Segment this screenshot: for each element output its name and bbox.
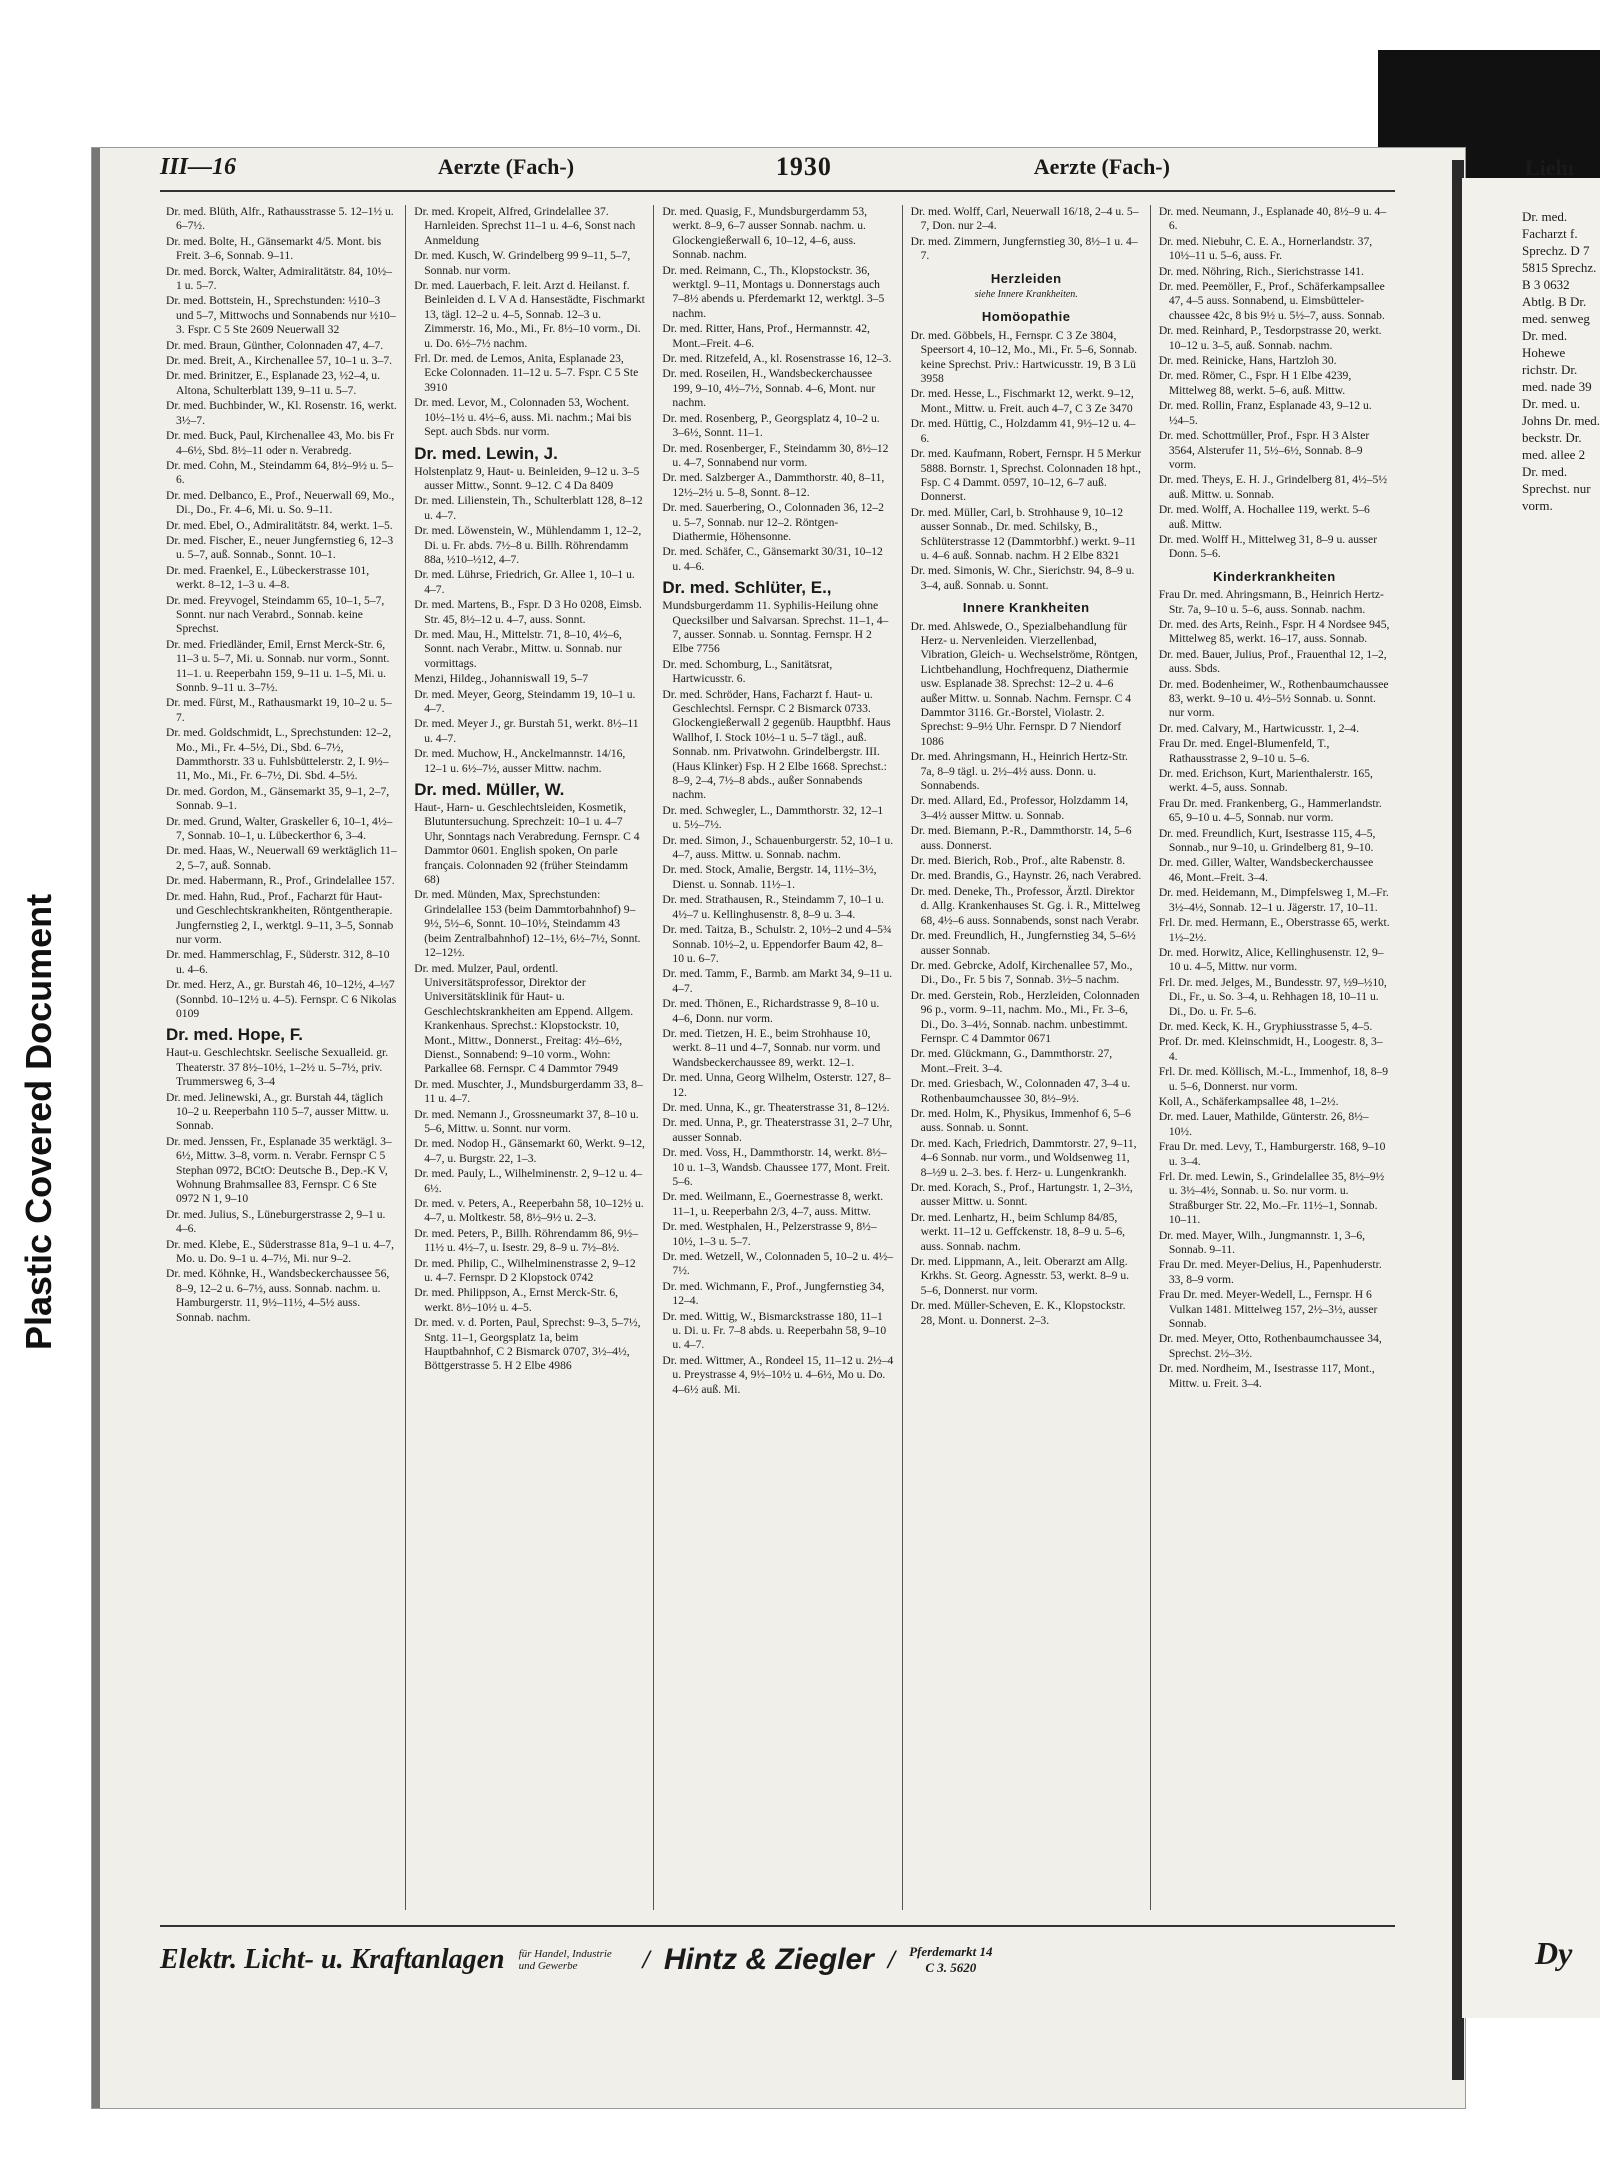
page-number: III—16 xyxy=(160,153,237,180)
directory-entry: Dr. med. Salzberger A., Dammthorstr. 40, 8–11, 12½–2½ u. 5–8, Sonnt. 8–12. xyxy=(662,471,885,499)
directory-entry: Dr. med. Mau, H., Mittelstr. 71, 8–10, 4½–6, Sonnt. nach Verabr., Mittw. u. Sonnab. nur vormittags. xyxy=(414,627,622,670)
directory-entry: Dr. med. Löwenstein, W., Mühlendamm 1, 12–2, Di. u. Fr. abds. 7½–8 u. Billh. Röhrendamm 88a, ½10–½12, 4–7. xyxy=(414,524,642,566)
directory-entry: Dr. med. Blüth, Alfr., Rathausstrasse 5. 12–1½ u. 6–7½. xyxy=(166,205,394,233)
next-page-heading: Liehı xyxy=(1525,155,1574,180)
directory-entry: Dr. med. Borck, Walter, Admiralitätstr. 84, 10½–1 u. 5–7. xyxy=(166,264,393,293)
directory-entry: Dr. med. Simon, J., Schauenburgerstr. 52, 10–1 u. 4–7, auss. Mittw. u. Sonnab. nachm. xyxy=(662,833,894,862)
header-rule xyxy=(160,190,1395,192)
directory-entry: Dr. med. Ritter, Hans, Prof., Hermannstr. 42, Mont.–Freit. 4–6. xyxy=(662,322,870,350)
directory-entry: Dr. med. Breit, A., Kirchenallee 57, 10–1 u. 3–7. xyxy=(166,354,393,368)
directory-entry: Dr. med. Reinhard, P., Tesdorpstrasse 20, werkt. 10–12 u. 3–5, auß. Sonnab. nachm. xyxy=(1158,324,1382,352)
directory-entry: Dr. med. Lührse, Friedrich, Gr. Allee 1, 10–1 u. 4–7. xyxy=(414,568,635,596)
directory-entry: Dr. med. Brinitzer, E., Esplanade 23, ½2–4, u. Altona, Schulterblatt 139, 9–11 u. 5–7. xyxy=(166,369,380,397)
directory-entry: Dr. med. v. Peters, A., Reeperbahn 58, 10–12½ u. 4–7, u. Moltkestr. 58, 8½–9½ u. 2–3. xyxy=(414,1197,644,1225)
directory-entry: Dr. med. Kropeit, Alfred, Grindelallee 37. Harnleiden. Sprechst 11–1 u. 4–6, Sonst nach Anmeldung xyxy=(414,205,636,247)
directory-entry: Dr. med. Lenhartz, H., beim Schlump 84/85, werkt. 11–12 u. Geffckenstr. 18, 8–9 u. 5–6, auss. Sonnab. nachm. xyxy=(910,1210,1126,1253)
directory-entry: Dr. med. Unna, Georg Wilhelm, Osterstr. 127, 8–12. xyxy=(662,1071,891,1099)
directory-entry: Dr. med. Habermann, R., Prof., Grindelallee 157. xyxy=(166,874,395,888)
directory-entry: Dr. med. Buchbinder, W., Kl. Rosenstr. 16, werkt. 3½–7. xyxy=(166,399,397,427)
directory-entry: Dr. med. Müller-Scheven, E. K., Klopstockstr. 28, Mont. u. Donnerst. 2–3. xyxy=(910,1299,1126,1327)
directory-entry: Dr. med. Wetzell, W., Colonnaden 5, 10–2 u. 4½–7½. xyxy=(662,1250,894,1278)
ad-separator: / xyxy=(642,1945,650,1974)
directory-entry: Dr. med. Wittmer, A., Rondeel 15, 11–12 u. 2½–4 u. Preystrasse 4, 9½–10½ u. 4–6½, Mo u. Do. 4–6½ auß. Mi. xyxy=(662,1353,894,1396)
directory-entry: Dr. med. Philip, C., Wilhelminenstrasse 2, 9–12 u. 4–7. Fernspr. D 2 Klopstock 0742 xyxy=(414,1256,636,1285)
directory-entry: Dr. med. Lippmann, A., leit. Oberarzt am Allg. Krkhs. St. Georg. Agnesstr. 53, werkt. 8–9 u. 5–6, Donnerst. nur vorm. xyxy=(910,1255,1130,1297)
directory-entry: Dr. med. Meyer, Otto, Rothenbaumchaussee 34, Sprechst. 2½–3½. xyxy=(1158,1332,1382,1360)
directory-entry: Dr. med. Hesse, L., Fischmarkt 12, werkt. 9–12, Mont., Mittw. u. Freit. auch 4–7, C 3 Ze 3470 xyxy=(910,387,1134,415)
ad-separator-2: / xyxy=(887,1945,896,1974)
directory-entry: Dr. med. Keck, K. H., Gryphiusstrasse 5, 4–5. xyxy=(1158,1019,1373,1033)
directory-entry: Mundsburgerdamm 11. Syphilis-Heilung ohne Quecksilber und Salvarsan. Sprechst. 11–1, 4–7, ausser. Sonnab. u. Sonntag. Fernspr. H 2 Elbe 7756 xyxy=(662,599,889,656)
directory-entry: Dr. med. Fürst, M., Rathausmarkt 19, 10–2 u. 5–7. xyxy=(166,696,392,724)
directory-entry: Dr. med. Weilmann, E., Goernestrasse 8, werkt. 11–1, u. Reeperbahn 2/3, 4–7, auss. Mittw. xyxy=(662,1190,884,1218)
directory-entry: Holstenplatz 9, Haut- u. Beinleiden, 9–12 u. 3–5 ausser Mittw., Sonnt. 9–12. C 4 Da 8409 xyxy=(414,464,640,492)
directory-entry: Dr. med. Bodenheimer, W., Rothenbaumchaussee 83, werkt. 9–10 u. 4½–5½ Sonnab. u. Sonnt. nur vorm. xyxy=(1158,677,1389,720)
directory-entry: Dr. med. Römer, C., Fspr. H 1 Elbe 4239, Mittelweg 88, werkt. 5–6, auß. Mittw. xyxy=(1158,369,1352,397)
directory-entry: Dr. med. Kaufmann, Robert, Fernspr. H 5 Merkur 5888. Bornstr. 1, Sprechst. Colonnaden 18 hpt., Fsp. C 4 Dammt. 0597, 10–12, 6–7 auß. Donnerst. xyxy=(910,447,1142,504)
directory-entry: Dr. med. Zimmern, Jungfernstieg 30, 8½–1 u. 4–7. xyxy=(910,234,1138,263)
directory-entry: Dr. med. Philippson, A., Ernst Merck-Str. 6, werkt. 8½–10½ u. 4–5. xyxy=(414,1286,619,1314)
directory-entry: Dr. med. Nöhring, Rich., Sierichstrasse 141. xyxy=(1158,264,1364,278)
directory-entry: Prof. Dr. med. Kleinschmidt, H., Loogestr. 8, 3–4. xyxy=(1158,1035,1383,1063)
year: 1930 xyxy=(775,152,832,181)
directory-entry: Dr. med. Peters, P., Billh. Röhrendamm 86, 9½–11½ u. 4½–7, u. Isestr. 29, 8–9 u. 7½–8½. xyxy=(414,1226,639,1255)
directory-entry: Dr. med. Freundlich, H., Jungfernstieg 34, 5–6½ ausser Sonnab. xyxy=(910,929,1136,957)
directory-entry: Dr. med. Freundlich, Kurt, Isestrasse 115, 4–5, Sonnab., nur 9–10, u. Grindelberg 81, 9–10. xyxy=(1158,826,1376,855)
directory-entry: Dr. med. Allard, Ed., Professor, Holzdamm 14, 3–4½ ausser Mittw. u. Sonnab. xyxy=(910,794,1129,822)
directory-entry: Dr. med. Herz, A., gr. Burstah 46, 10–12½, 4–½7 (Sonnbd. 10–12½ u. 4–5). Fernspr. C 6 Nikolas 0109 xyxy=(166,978,397,1020)
directory-entry: Dr. med. Jelinewski, A., gr. Burstah 44, täglich 10–2 u. Reeperbahn 110 5–7, ausser Mittw. u. Sonnab. xyxy=(166,1090,389,1133)
directory-entry: Dr. med. Münden, Max, Sprechstunden: Grindelallee 153 (beim Dammtorbahnhof) 9–9½, 5½–6, Sonnt. 10–10½, Steindamm 43 (beim Zentralbahnhof) 12–1½, 6½–7½, Sonnt. 12–12½. xyxy=(414,888,641,960)
directory-entry: Dr. med. des Arts, Reinh., Fspr. H 4 Nordsee 945, Mittelweg 85, werkt. 16–17, auss. Sonnab. xyxy=(1158,617,1390,646)
directory-entry: Dr. med. Martens, B., Fspr. D 3 Ho 0208, Eimsb. Str. 45, 8½–12 u. 4–7, auss. Sonnt. xyxy=(414,598,642,626)
directory-entry: Dr. med. Klebe, E., Süderstrasse 81a, 9–1 u. 4–7, Mo. u. Do. 9–1 u. 4–7½, Mi. nur 9–2. xyxy=(166,1237,394,1266)
directory-entry: Dr. med. Pauly, L., Wilhelminenstr. 2, 9–12 u. 4–6½. xyxy=(414,1167,643,1195)
directory-entry: Dr. med. Freyvogel, Steindamm 65, 10–1, 5–7, Sonnt. nur nach Verabrd., Sonnab. keine Sprechst. xyxy=(166,593,385,636)
directory-entry: Dr. med. Müller, Carl, b. Strohhause 9, 10–12 ausser Sonnab., Dr. med. Schilsky, B., Schlüterstrasse 12 (Dammtorbhf.) werkt. 9–11 u. 4–6 auß. Sonnab. nachm. H 2 Elbe 8321 xyxy=(910,505,1136,562)
directory-entry: Dr. med. Ahringsmann, H., Heinrich Hertz-Str. 7a, 8–9 tägl. u. 2½–4½ auss. Donn. u. Sonnabends. xyxy=(910,750,1128,793)
directory-entry: Dr. med. Tietzen, H. E., beim Strohhause 10, werkt. 8–11 und 4–7, Sonnab. nur vorm. und Wandsbeckerchaussee 89, werkt. 12–1. xyxy=(662,1026,881,1069)
directory-entry: Dr. med. Peemöller, F., Prof., Schäferkampsallee 47, 4–5 auss. Sonnabend, u. Eimsbütteler-chaussee 42c, 8 bis 9½ u. 5½–7, auss. Sonnab. xyxy=(1158,280,1385,322)
directory-entry: Dr. med. Calvary, M., Hartwicusstr. 1, 2–4. xyxy=(1158,721,1359,735)
directory-entry: Dr. med. Wichmann, F., Prof., Jungfernstieg 34, 12–4. xyxy=(662,1279,885,1308)
directory-entry: Dr. med. Ahlswede, O., Spezialbehandlung für Herz- u. Nervenleiden. Vierzellenbad, Vibration, Gleich- u. Wechselströme, Röntgen, Lichtbehandlung, Hochfrequenz, Diathermie usw. Esplanade 38. Sprechst: 12–2 u. 4–6 außer Mittw. u. Sonnab. Nachm. Fernspr. C 4 Dammtor 3116. Gr.-Borstel, Violastr. 2. Sprechst: 9–9½ Uhr. Fernspr. D 7 Niendorf 1086 xyxy=(910,619,1138,748)
directory-entry: Dr. med. Wolff, A. Hochallee 119, werkt. 5–6 auß. Mittw. xyxy=(1158,503,1370,531)
directory-entry: Dr. med. Levor, M., Colonnaden 53, Wochent. 10½–1½ u. 4½–6, auss. Mi. nachm.; Mai bis Sept. auch Sbds. nur vorm. xyxy=(414,396,632,439)
directory-entry: Dr. med. Reimann, C., Th., Klopstockstr. 36, werktgl. 9–11, Montags u. Donnerstags auch 7–8½ abends u. Pferdemarkt 12, werktgl. 3–5 nachm. xyxy=(662,263,885,320)
page-header xyxy=(160,150,1170,184)
directory-entry: Koll, A., Schäferkampsallee 48, 1–2½. xyxy=(1158,1094,1339,1108)
directory-entry: Dr. med. Müller, W. xyxy=(414,780,565,800)
directory-entry: Dr. med. Wolff H., Mittelweg 31, 8–9 u. ausser Donn. 5–6. xyxy=(1158,532,1378,561)
ad-contact xyxy=(909,1944,992,1976)
directory-entry: Dr. med. Bierich, Rob., Prof., alte Rabenstr. 8. xyxy=(910,854,1126,868)
directory-entry: Dr. med. Bottstein, H., Sprechstunden: ½10–3 und 5–7, Mittwochs und Sonnabends nur ½10–3. Fspr. C 5 Ste 2609 Neuerwall 32 xyxy=(166,294,396,337)
ad-address: Pferdemarkt 14 xyxy=(909,1944,993,1959)
directory-entry: Dr. med. Wolff, Carl, Neuerwall 16/18, 2–4 u. 5–7, Don. nur 2–4. xyxy=(910,205,1139,233)
columns-container xyxy=(158,205,1398,1910)
directory-entry: Dr. med. Göbbels, H., Fernspr. C 3 Ze 3804, Speersort 4, 10–12, Mo., Mi., Fr. 5–6, Sonnab. keine Sprechst. Priv.: Hartwicusstr. 19, B 3 Lü 3958 xyxy=(910,328,1138,386)
directory-entry: Dr. med. Cohn, M., Steindamm 64, 8½–9½ u. 5–6. xyxy=(166,458,394,487)
directory-entry: Haut-u. Geschlechtskr. Seelische Sexualleid. gr. Theaterstr. 37 8½–10½, 1–2½ u. 5–7½, priv. Trummersweg 6, 3–4 xyxy=(166,1046,389,1089)
directory-entry: Dr. med. Nordheim, M., Isestrasse 117, Mont., Mittw. u. Freit. 3–4. xyxy=(1158,1362,1375,1390)
ad-text-sub: für Handel, Industrie und Gewerbe xyxy=(518,1948,612,1972)
directory-entry: Dr. med. Giller, Walter, Wandsbeckerchaussee 46, Mont.–Freit. 3–4. xyxy=(1158,856,1374,884)
directory-entry: Haut-, Harn- u. Geschlechtsleiden, Kosmetik, Blutuntersuchung. Sprechzeit: 10–1 u. 4–7 Uhr, Sonntags nach Verabredung. Fernspr. C 4 Dammtor 0601. English spoken, On parle français. Colonnaden 92 (früher Steindamm 68) xyxy=(414,801,640,887)
directory-entry: Dr. med. Schottmüller, Prof., Fspr. H 3 Alster 3564, Alsterufer 11, 5½–6½, Sonnab. 8–9 vorm. xyxy=(1158,429,1370,471)
directory-entry: Dr. med. Thönen, E., Richardstrasse 9, 8–10 u. 4–6, Donn. nur vorm. xyxy=(662,997,880,1025)
directory-entry: Dr. med. Muchow, H., Anckelmannstr. 14/16, 12–1 u. 6½–7½, ausser Mittw. nachm. xyxy=(414,747,626,775)
directory-entry: Frau Dr. med. Meyer-Wedell, L., Fernspr. H 6 Vulkan 1481. Mittelweg 157, 2½–3½, ausser Sonnab. xyxy=(1158,1288,1378,1331)
directory-entry: Dr. med. Erichson, Kurt, Marienthalerstr. 165, werkt. 4–5, auss. Sonnab. xyxy=(1158,767,1373,795)
directory-entry: Dr. med. Lauerbach, F. leit. Arzt d. Heilanst. f. Beinleiden d. L V A d. Hansestädte, Fischmarkt 13, tägl. 12–2 u. 4–5, Sonnab. 12–3 u. Zimmerstr. 16, Mo., Mi., Fr. 8½–10 vorm., Di. u. Do. 6½–7½ nachm. xyxy=(414,279,645,350)
directory-entry: Dr. med. Fischer, E., neuer Jungfernstieg 6, 12–3 u. 5–7, auß. Sonnab., Sonnt. 10–1. xyxy=(166,533,394,562)
directory-entry: Dr. med. Gordon, M., Gänsemarkt 35, 9–1, 2–7, Sonnab. 9–1. xyxy=(166,784,390,813)
directory-entry: Dr. med. Biemann, P.-R., Dammthorstr. 14, 5–6 auss. Donnerst. xyxy=(910,824,1132,852)
directory-entry: Dr. med. Glückmann, G., Dammthorstr. 27, Mont.–Freit. 3–4. xyxy=(910,1047,1113,1075)
column-1 xyxy=(158,205,406,1910)
directory-entry: Dr. med. Westphalen, H., Pelzerstrasse 9, 8½–10½, 1–3 u. 5–7. xyxy=(662,1220,877,1248)
directory-entry: Dr. med. Delbanco, E., Prof., Neuerwall 69, Mo., Di., Do., Fr. 4–6, Mi. u. So. 9–11. xyxy=(166,488,395,517)
directory-entry: Dr. med. Kusch, W. Grindelberg 99 9–11, 5–7, Sonnab. nur vorm. xyxy=(414,249,631,277)
directory-entry: Dr. med. Reinicke, Hans, Hartzloh 30. xyxy=(1158,354,1337,368)
directory-entry: Dr. med. Strathausen, R., Steindamm 7, 10–1 u. 4½–7 u. Kellinghusenstr. 8, 8–9 u. 3–4. xyxy=(662,893,884,921)
directory-entry: Frau Dr. med. Engel-Blumenfeld, T., Rathausstrasse 2, 9–10 u. 5–6. xyxy=(1158,737,1330,765)
directory-entry: Dr. med. Braun, Günther, Colonnaden 47, 4–7. xyxy=(166,338,384,352)
directory-entry: Dr. med. Nemann J., Grossneumarkt 37, 8–10 u. 5–6, Mittw. u. Sonnt. nur vorm. xyxy=(414,1107,639,1135)
directory-entry: Dr. med. Hammerschlag, F., Süderstr. 312, 8–10 u. 4–6. xyxy=(166,948,390,976)
column-2 xyxy=(406,205,654,1910)
next-page-footer: Dy xyxy=(1535,1935,1573,1971)
directory-entry: Dr. med. Griesbach, W., Colonnaden 47, 3–4 u. Rothenbaumchaussee 30, 8½–9½. xyxy=(910,1077,1131,1105)
directory-entry: Dr. med. Köhnke, H., Wandsbeckerchaussee 56, 8–9, 12–2 u. 6–7½, auss. Sonnab. nachm. u. Hamburgerstr. 11, 9½–11½, 4–5½ auss. Sonnab. nachm. xyxy=(166,1267,390,1324)
directory-entry: Frl. Dr. med. Lewin, S., Grindelallee 35, 8½–9½ u. 3½–4½, Sonnab. u. So. nur vorm. u. Straßburger Str. 22, Mo.–Fr. 11½–1, Sonnab. 10–11. xyxy=(1158,1170,1385,1227)
directory-entry: Dr. med. Meyer J., gr. Burstah 51, werkt. 8½–11 u. 4–7. xyxy=(414,717,639,745)
directory-entry: Dr. med. Nodop H., Gänsemarkt 60, Werkt. 9–12, 4–7, u. Burgstr. 22, 1–3. xyxy=(414,1137,645,1165)
directory-entry: Dr. med. Lewin, J. xyxy=(414,443,558,463)
directory-entry: Dr. med. Roseilen, H., Wandsbeckerchaussee 199, 9–10, 4½–7½, Sonnab. 4–6, Mont. nur nachm. xyxy=(662,367,876,410)
directory-entry: Frau Dr. med. Meyer-Delius, H., Papenhuderstr. 33, 8–9 vorm. xyxy=(1158,1258,1382,1286)
directory-entry: Menzi, Hildeg., Johanniswall 19, 5–7 xyxy=(414,672,589,686)
directory-entry: Dr. med. Rosenberger, F., Steindamm 30, 8½–12 u. 4–7, Sonnabend nur vorm. xyxy=(662,441,889,469)
heading-left: Aerzte (Fach-) xyxy=(437,154,575,179)
directory-entry: Dr. med. Gebrcke, Adolf, Kirchenallee 57, Mo., Di., Do., Fr. 5 bis 7, Sonnab. 3½–5 nachm. xyxy=(910,958,1133,987)
directory-entry: Dr. med. Theys, E. H. J., Grindelberg 81, 4½–5½ auß. Mittw. u. Sonnab. xyxy=(1158,473,1388,501)
column-4 xyxy=(903,205,1151,1910)
directory-entry: Dr. med. Quasig, F., Mundsburgerdamm 53, werkt. 8–9, 6–7 ausser Sonnab. nachm. u. Glockengießerwall 6, 10–12, 4–6, auss. Sonnab. nachm. xyxy=(662,205,868,262)
directory-entry: Dr. med. Buck, Paul, Kirchenallee 43, Mo. bis Fr 4–6½, Sbd. 8½–11 oder n. Verabredg. xyxy=(166,429,394,457)
directory-entry: Dr. med. Hope, F. xyxy=(166,1025,303,1045)
ad-phone: C 3. 5620 xyxy=(925,1960,977,1975)
directory-entry: Dr. med. Schwegler, L., Dammthorstr. 32, 12–1 u. 5½–7½. xyxy=(662,803,884,832)
directory-entry: Dr. med. Ritzefeld, A., kl. Rosenstrasse 16, 12–3. xyxy=(662,352,892,366)
ad-text-main: Elektr. Licht- u. Kraftanlagen xyxy=(160,1944,505,1975)
directory-entry: Dr. med. Lilienstein, Th., Schulterblatt 128, 8–12 u. 4–7. xyxy=(414,494,643,522)
directory-entry: Frl. Dr. med. Köllisch, M.-L., Immenhof, 18, 8–9 u. 5–6, Donnerst. nur vorm. xyxy=(1158,1065,1389,1093)
directory-entry: Dr. med. Holm, K., Physikus, Immenhof 6, 5–6 auss. Sonnab. u. Sonnt. xyxy=(910,1106,1131,1135)
footer-rule xyxy=(160,1925,1395,1927)
directory-entry: Frau Dr. med. Ahringsmann, B., Heinrich Hertz-Str. 7a, 9–10 u. 5–6, auss. Sonnab. nachm. xyxy=(1158,588,1384,616)
directory-entry: Dr. med. Haas, W., Neuerwall 69 werktäglich 11–2, 5–7, auß. Sonnab. xyxy=(166,844,397,872)
directory-entry: Dr. med. Horwitz, Alice, Kellinghusenstr. 12, 9–10 u. 4–5, Mittw. nur vorm. xyxy=(1158,945,1384,974)
directory-entry: Dr. med. Fraenkel, E., Lübeckerstrasse 101, werkt. 8–12, 1–3 u. 4–8. xyxy=(166,563,370,592)
directory-entry: Frl. Dr. med. Hermann, E., Oberstrasse 65, werkt. 1½–2½. xyxy=(1158,916,1390,944)
directory-entry: Dr. med. Friedländer, Emil, Ernst Merck-Str. 6, 11–3 u. 5–7, Mi. u. Sonnab. nur vorm., Sonnt. 11–1. u. Reeperbahn 159, 9–11 u. 1–5, Mi. u. Sonnb. 9–11 u. 3–7½. xyxy=(166,637,390,694)
directory-entry: Dr. med. Sauerbering, O., Colonnaden 36, 12–2 u. 5–7, Sonnab. nur 12–2. Röntgen- Diathermie, Höhensonne. xyxy=(662,501,884,543)
section-heading: Innere Krankheiten xyxy=(962,600,1090,616)
directory-entry: Dr. med. Schomburg, L., Sanitätsrat, Hartwicusstr. 6. xyxy=(662,657,833,686)
section-heading: Kinderkrankheiten xyxy=(1213,568,1336,584)
directory-entry: Dr. med. Rollin, Franz, Esplanade 43, 9–12 u. ½4–5. xyxy=(1158,399,1372,427)
heading-right: Aerzte (Fach-) xyxy=(1033,154,1170,179)
directory-entry: Frau Dr. med. Levy, T., Hamburgerstr. 168, 9–10 u. 3–4. xyxy=(1158,1140,1386,1168)
directory-entry: Dr. med. Unna, P., gr. Theaterstrasse 31, 2–7 Uhr, ausser Sonnab. xyxy=(662,1116,893,1144)
directory-entry: Dr. med. Wittig, W., Bismarckstrasse 180, 11–1 u. Di. u. Fr. 7–8 abds. u. Reeperbahn 58, 9–10 u. 4–7. xyxy=(662,1309,887,1352)
directory-entry: Dr. med. Lauer, Mathilde, Günterstr. 26, 8½–10½. xyxy=(1158,1110,1369,1138)
directory-entry: Dr. med. Schröder, Hans, Facharzt f. Haut- u. Geschlechtsl. Fernspr. C 2 Bismarck 0733. Glockengießerwall 2 gegenüb. Hauptbhf. Haus Wallhof, I. Stock 10½–1 u. 5–7 tägl., auß. Sonnab. nm. Privatwohn. Grindelbergstr. III. (Haus Klinker) Fsp. H 2 Elbe 1668. Sprechst.: 8–9, 2–4, 7½–8 abds., außer Sonnabends nachm. xyxy=(662,687,891,802)
directory-entry: Dr. med. Deneke, Th., Professor, Ärztl. Direktor d. Allg. Krankenhauses St. Gg. i. R., Mittelweg 68, 4½–6 auss. Sonnabends, sonst nach Verabr. xyxy=(910,884,1141,927)
directory-entry: Dr. med. Hüttig, C., Holzdamm 41, 9½–12 u. 4–6. xyxy=(910,417,1136,445)
directory-entry: Dr. med. Korach, S., Prof., Hartungstr. 1, 2–3½, ausser Mittw. u. Sonnt. xyxy=(910,1181,1133,1209)
directory-entry: Dr. med. Niebuhr, C. E. A., Hornerlandstr. 37, 10½–11 u. 5–6, auss. Fr. xyxy=(1158,234,1373,263)
directory-entry: Frau Dr. med. Frankenberg, G., Hammerlandstr. 65, 9–10 u. 4–5, Sonnab. nur vorm. xyxy=(1158,796,1382,825)
directory-entry: Dr. med. Muschter, J., Mundsburgerdamm 33, 8–11 u. 4–7. xyxy=(414,1077,643,1106)
directory-entry: Dr. med. Hahn, Rud., Prof., Facharzt für Haut- und Geschlechtskrankheiten, Röntgentherapie. Jungfernstieg 2, I., werktgl. 9–11, 3–5, Sonnab nur vorm. xyxy=(166,889,394,946)
directory-entry: Dr. med. Gerstein, Rob., Herzleiden, Colonnaden 96 p., vorm. 9–11, nachm. Mo., Mi., Fr. 3–6, Di., Do. 3–4½, Sonnab. nachm. unbestimmt. Fernspr. C 4 Dammtor 0671 xyxy=(910,988,1140,1045)
directory-entry: Dr. med. Schlüter, E., xyxy=(662,578,832,598)
directory-entry: Dr. med. Julius, S., Lüneburgerstrasse 2, 9–1 u. 4–6. xyxy=(166,1207,386,1236)
directory-entry: Dr. med. Stock, Amalie, Bergstr. 14, 11½–3½, Dienst. u. Sonnab. 11½–1. xyxy=(662,863,877,891)
advertisement-footer xyxy=(160,1938,1400,1982)
section-heading: Herzleiden xyxy=(990,270,1062,286)
column-5 xyxy=(1151,205,1398,1910)
directory-entry: Dr. med. Simonis, W. Chr., Sierichstr. 94, 8–9 u. 3–4, auß. Sonnab. u. Sonnt. xyxy=(910,564,1135,592)
directory-entry: Dr. med. Heidemann, M., Dimpfelsweg 1, M.–Fr. 3½–4½, Sonnab. 12–1 u. Jägerstr. 17, 10–11. xyxy=(1158,886,1389,914)
directory-entry: Dr. med. Mayer, Wilh., Jungmannstr. 1, 3–6, Sonnab. 9–11. xyxy=(1158,1228,1366,1257)
directory-entry: Dr. med. Voss, H., Dammthorstr. 14, werkt. 8½–10 u. 1–3, Wandsb. Chaussee 177, Mont. Freit. 5–6. xyxy=(662,1146,890,1188)
directory-entry: Dr. med. Mulzer, Paul, ordentl. Universitätsprofessor, Direktor der Universitätsklinik für Haut- u. Geschlechtskrankheiten am Eppend. Allgem. Krankenhaus. Sprechst.: Klopstockstr. 10, Mont., Mittw., Donnerst., Freitag: 4½–6½, Dienst., Sonnabend: 9–10 vorm., Wohn: Parkallee 68. Fernspr. C 4 Dammtor 7949 xyxy=(414,961,634,1076)
directory-entry: Dr. med. Bauer, Julius, Prof., Frauenthal 12, 1–2, auss. Sbds. xyxy=(1158,647,1387,676)
directory-entry: Dr. med. Rosenberg, P., Georgsplatz 4, 10–2 u. 3–6½, Sonnt. 11–1. xyxy=(662,411,880,440)
directory-entry: Dr. med. Jenssen, Fr., Esplanade 35 werktägl. 3–6½, Mittw. 3–8, vorm. n. Verabr. Fernspr C 5 Stephan 0972, BCtO: Deutsche B., Dep.-K V, Wohnung Brahmsallee 83, Fernspr. C 6 Ste 0972 N 1, 9–10 xyxy=(166,1134,392,1206)
next-page-text: Dr. med. Facharzt f. Sprechz. D 7 5815 Sprechz. B 3 0632 Abtlg. B Dr. med. senweg Dr. med. Hohewe richstr. Dr. med. nade 39 Dr. med. u. Johns Dr. med. beckstr. Dr. med. allee 2 Dr. med. Sprechst. nur vorm. xyxy=(1522,209,1600,513)
directory-entry: Dr. med. Tamm, F., Barmb. am Markt 34, 9–11 u. 4–7. xyxy=(662,967,893,995)
directory-entry: Dr. med. Bolte, H., Gänsemarkt 4/5. Mont. bis Freit. 3–6, Sonnab. 9–11. xyxy=(166,234,382,263)
next-page-fragment xyxy=(1462,178,1600,2018)
ad-company: Hintz & Ziegler xyxy=(663,1943,874,1976)
side-label: Plastic Covered Document xyxy=(18,893,59,1350)
directory-entry: Dr. med. Ebel, O., Admiralitätstr. 84, werkt. 1–5. xyxy=(166,518,393,532)
directory-entry: Frl. Dr. med. Jelges, M., Bundesstr. 97, ½9–½10, Di., Fr., u. So. 3–4, u. Rehhagen 18, 10–11 u. Di., Do. u. Fr. 5–6. xyxy=(1158,975,1387,1018)
directory-entry: Dr. med. Taitza, B., Schulstr. 2, 10½–2 und 4–5¾ Sonnab. 10½–2, u. Eppendorfer Baum 42, 8–10 u. 6–7. xyxy=(662,923,892,965)
directory-entry: Dr. med. Schäfer, C., Gänsemarkt 30/31, 10–12 u. 4–6. xyxy=(662,545,883,573)
directory-entry: Dr. med. Goldschmidt, L., Sprechstunden: 12–2, Mo., Mi., Fr. 4–5½, Di., Sbd. 6–7½, Dammthorstr. 33 u. Fuhlsbüttelerstr. 2, I. 9½–11, Mo., Mi., Fr. 6–7½, Di. Sbd. 4–5½. xyxy=(166,726,392,783)
directory-entry: Dr. med. Meyer, Georg, Steindamm 19, 10–1 u. 4–7. xyxy=(414,687,636,715)
directory-entry: Dr. med. Brandis, G., Haynstr. 26, nach Verabred. xyxy=(910,869,1142,883)
directory-entry: Dr. med. Grund, Walter, Graskeller 6, 10–1, 4½–7, Sonnab. 10–1, u. Lübeckerthor 6, 3–4. xyxy=(166,814,393,843)
section-heading: Homöopathie xyxy=(981,309,1071,325)
directory-entry: Dr. med. v. d. Porten, Paul, Sprechst: 9–3, 5–7½, Sntg. 11–1, Georgsplatz 1a, beim Hauptbahnhof, C 2 Bismarck 0707, 3½–4½, Böttgerstrasse 5. H 2 Elbe 4986 xyxy=(414,1316,641,1373)
directory-entry: Dr. med. Kach, Friedrich, Dammtorstr. 27, 9–11, 4–6 Sonnab. nur vorm., und Woldsenweg 11, 8–½9 u. 2–3. bes. f. Herz- u. Lungenkrankh. xyxy=(910,1136,1137,1179)
column-3 xyxy=(654,205,902,1910)
directory-entry: Frl. Dr. med. de Lemos, Anita, Esplanade 23, Ecke Colonnaden. 11–12 u. 5–7. Fspr. C 5 Ste 3910 xyxy=(414,352,639,394)
directory-entry: Dr. med. Neumann, J., Esplanade 40, 8½–9 u. 4–6. xyxy=(1158,205,1387,233)
directory-entry: Dr. med. Unna, K., gr. Theaterstrasse 31, 8–12½. xyxy=(662,1100,890,1114)
section-note: siehe Innere Krankheiten. xyxy=(974,289,1078,301)
